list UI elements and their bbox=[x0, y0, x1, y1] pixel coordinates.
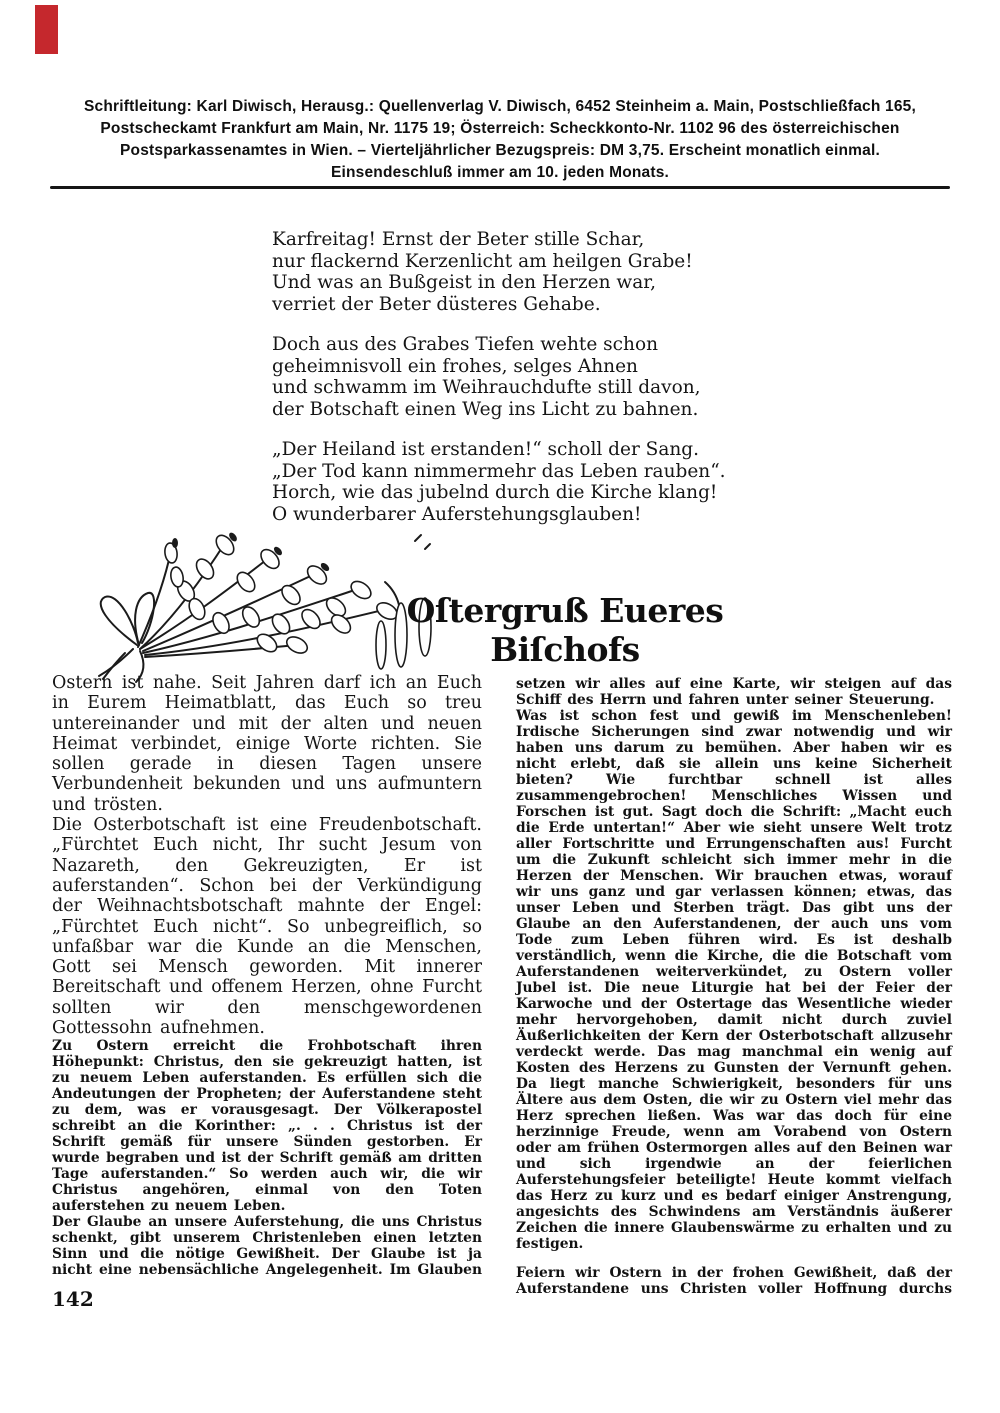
poem-line: verriet der Beter düsteres Gehabe. bbox=[272, 293, 601, 315]
article-title: Oſtergruß Eueres Biſchofs bbox=[406, 591, 724, 669]
poem-line: Horch, wie das jubelnd durch die Kirche klang! bbox=[272, 482, 718, 503]
paragraph: setzen wir alles auf eine Karte, wir steigen auf das Schiff des Herrn und fahren unter seiner Steuerung. bbox=[516, 676, 952, 708]
poem-line: nur flackernd Kerzenlicht am heilgen Grabe! bbox=[272, 250, 693, 272]
paragraph: Die Osterbotschaft ist eine Freudenbotschaft. „Fürchtet Euch nicht, Ihr sucht Jesum von Nazareth, den Gekreuzigten, Er ist auferstanden“. Schon bei der Verkündigung der Weihnachtsbotschaft mahnte der Engel: „Fürchtet Euch nicht“. So unbegreiflich, so unfaßbar war die Kunde an die Menschen, Gott sei Mensch geworden. Mit innerer Bereitschaft und offenem Herzen, ohne Furcht sollten wir den menschgewordenen Gottessohn aufnehmen. bbox=[52, 815, 482, 1039]
masthead-line: Einsendeschluß immer am 10. jeden Monats. bbox=[330, 164, 670, 181]
paragraph: Was ist schon fest und gewiß im Menschenleben! Irdische Sicherungen sind zwar notwendig und wir haben uns darum zu bemühen. Aber haben wir es nicht erlebt, daß sie allein uns keine Sicherheit bieten? Wie furchtbar schnell ist alles zusammengebrochen! Menschliches Wissen und Forschen ist gut. Sagt doch die Schrift: „Macht euch die Erde untertan!“ Aber wie sieht unsere Welt trotz aller Fortschritte und Errungenschaften aus! Furcht um die Zukunft schleicht sich immer mehr in die Herzen der Menschen. Wir brauchen etwas, worauf wir uns ganz und gar verlassen können; etwas, das unser Leben und Sterben trägt. Das gibt uns der Glaube an den Auferstandenen, der auch uns vom Tode zum Leben führen wird. Es ist deshalb verständlich, wenn die Kirche, die die Botschaft vom Auferstandenen weiterverkündet, zu Ostern voller Jubel ist. Die neue Liturgie hat bei der Feier der Karwoche und der Ostertage das Wesentliche wieder mehr hervorgehoben, damit nicht durch zuviel Äußerlichkeiten der Kern der Osterbotschaft allzusehr verdeckt werde. Das mag manchmal ein wenig auf Kosten des Herzens zu Gunsten der Vernunft gehen. Da liegt manche Schwierigkeit, besonders für uns Ältere aus dem Osten, die wir zu Ostern viel mehr das Herz sprechen ließen. Was war das doch für eine herzinnige Freude, wenn am Vorabend von Ostern oder am frühen Ostermorgen alles auf den Beinen war und sich irgendwie an der feierlichen Auferstehungsfeier beteiligte! Heute kommt vielfach das Herz zu kurz und es bedarf einiger Anstrengung, angesichts des Schwindens am Verständnis äußerer Zeichen die innere Glaubenswärme zu erhalten und zu festigen. bbox=[516, 708, 952, 1252]
easter-poem bbox=[272, 229, 726, 544]
paragraph: Zu Ostern erreicht die Frohbotschaft ihren Höhepunkt: Christus, den sie gekreuzigt hatten, ist zu neuem Leben auferstanden. Es erfüllen sich die Andeutungen der Propheten; der Auferstandene steht zu dem, was er vorausgesagt. Der Völkerapostel schreibt an die Korinther: „. . . Christus ist der Schrift gemäß für unsere Sünden gestorben. Er wurde begraben und ist der Schrift gemäß am dritten Tage auferstanden.“ So werden auch wir, die wir Christus angehören, einmal von den Toten auferstehen zu neuem Leben. bbox=[52, 1038, 482, 1215]
divider-rule bbox=[50, 186, 950, 189]
poem-line: „Der Heiland ist erstanden!“ scholl der Sang. bbox=[272, 439, 700, 460]
poem-line: und schwamm im Weihrauchdufte still davon, bbox=[272, 377, 701, 398]
paragraph: Der Glaube an unsere Auferstehung, die uns Christus schenkt, gibt unserem Christenleben einen letzten Sinn und die nötige Gewißheit. Der Glaube ist ja nicht eine nebensächliche Angelegenheit. Im Glauben bbox=[52, 1214, 482, 1279]
poem-line: geheimnisvoll ein frohes, selges Ahnen bbox=[272, 355, 638, 377]
poem-stanza bbox=[272, 229, 726, 315]
masthead-line: Postscheckamt Frankfurt am Main, Nr. 1175 19; Österreich: Scheckkonto-Nr. 1102 96 des österreichischen bbox=[100, 120, 900, 137]
masthead-line: Postsparkassenamtes in Wien. – Vierteljährlicher Bezugspreis: DM 3,75. Erscheint monatlich einmal. bbox=[120, 142, 880, 159]
paragraph: Feiern wir Ostern in der frohen Gewißheit, daß der Auferstandene uns Christen voller Hoffnung durchs bbox=[516, 1265, 952, 1297]
paragraph: Ostern ist nahe. Seit Jahren darf ich an Euch in Eurem Heimatblatt, das Euch so treu untereinander und mit der alten und neuen Heimat verbindet, einige Worte richten. Sie sollen gerade in diesen Tagen unsere Verbundenheit bekunden und uns aufmuntern und trösten. bbox=[52, 673, 482, 815]
poem-stanza bbox=[272, 439, 726, 525]
right-column bbox=[516, 676, 952, 1297]
poem-line: O wunderbarer Auferstehungsglauben! bbox=[272, 503, 642, 525]
poem-line: Und was an Bußgeist in den Herzen war, bbox=[272, 272, 656, 293]
masthead bbox=[60, 96, 940, 184]
poem-line: „Der Tod kann nimmermehr das Leben rauben“. bbox=[272, 460, 726, 482]
page-number: 142 bbox=[52, 1287, 94, 1311]
masthead-line: Schriftleitung: Karl Diwisch, Herausg.: Quellenverlag V. Diwisch, 6452 Steinheim a. Main, Postschließfach 165, bbox=[84, 98, 916, 115]
left-column bbox=[52, 673, 482, 1278]
poem-line: der Botschaft einen Weg ins Licht zu bahnen. bbox=[272, 398, 699, 420]
poem-line: Karfreitag! Ernst der Beter stille Schar, bbox=[272, 229, 645, 250]
red-ink-mark bbox=[35, 5, 58, 54]
poem-line: Doch aus des Grabes Tiefen wehte schon bbox=[272, 334, 659, 355]
poem-stanza bbox=[272, 334, 726, 420]
